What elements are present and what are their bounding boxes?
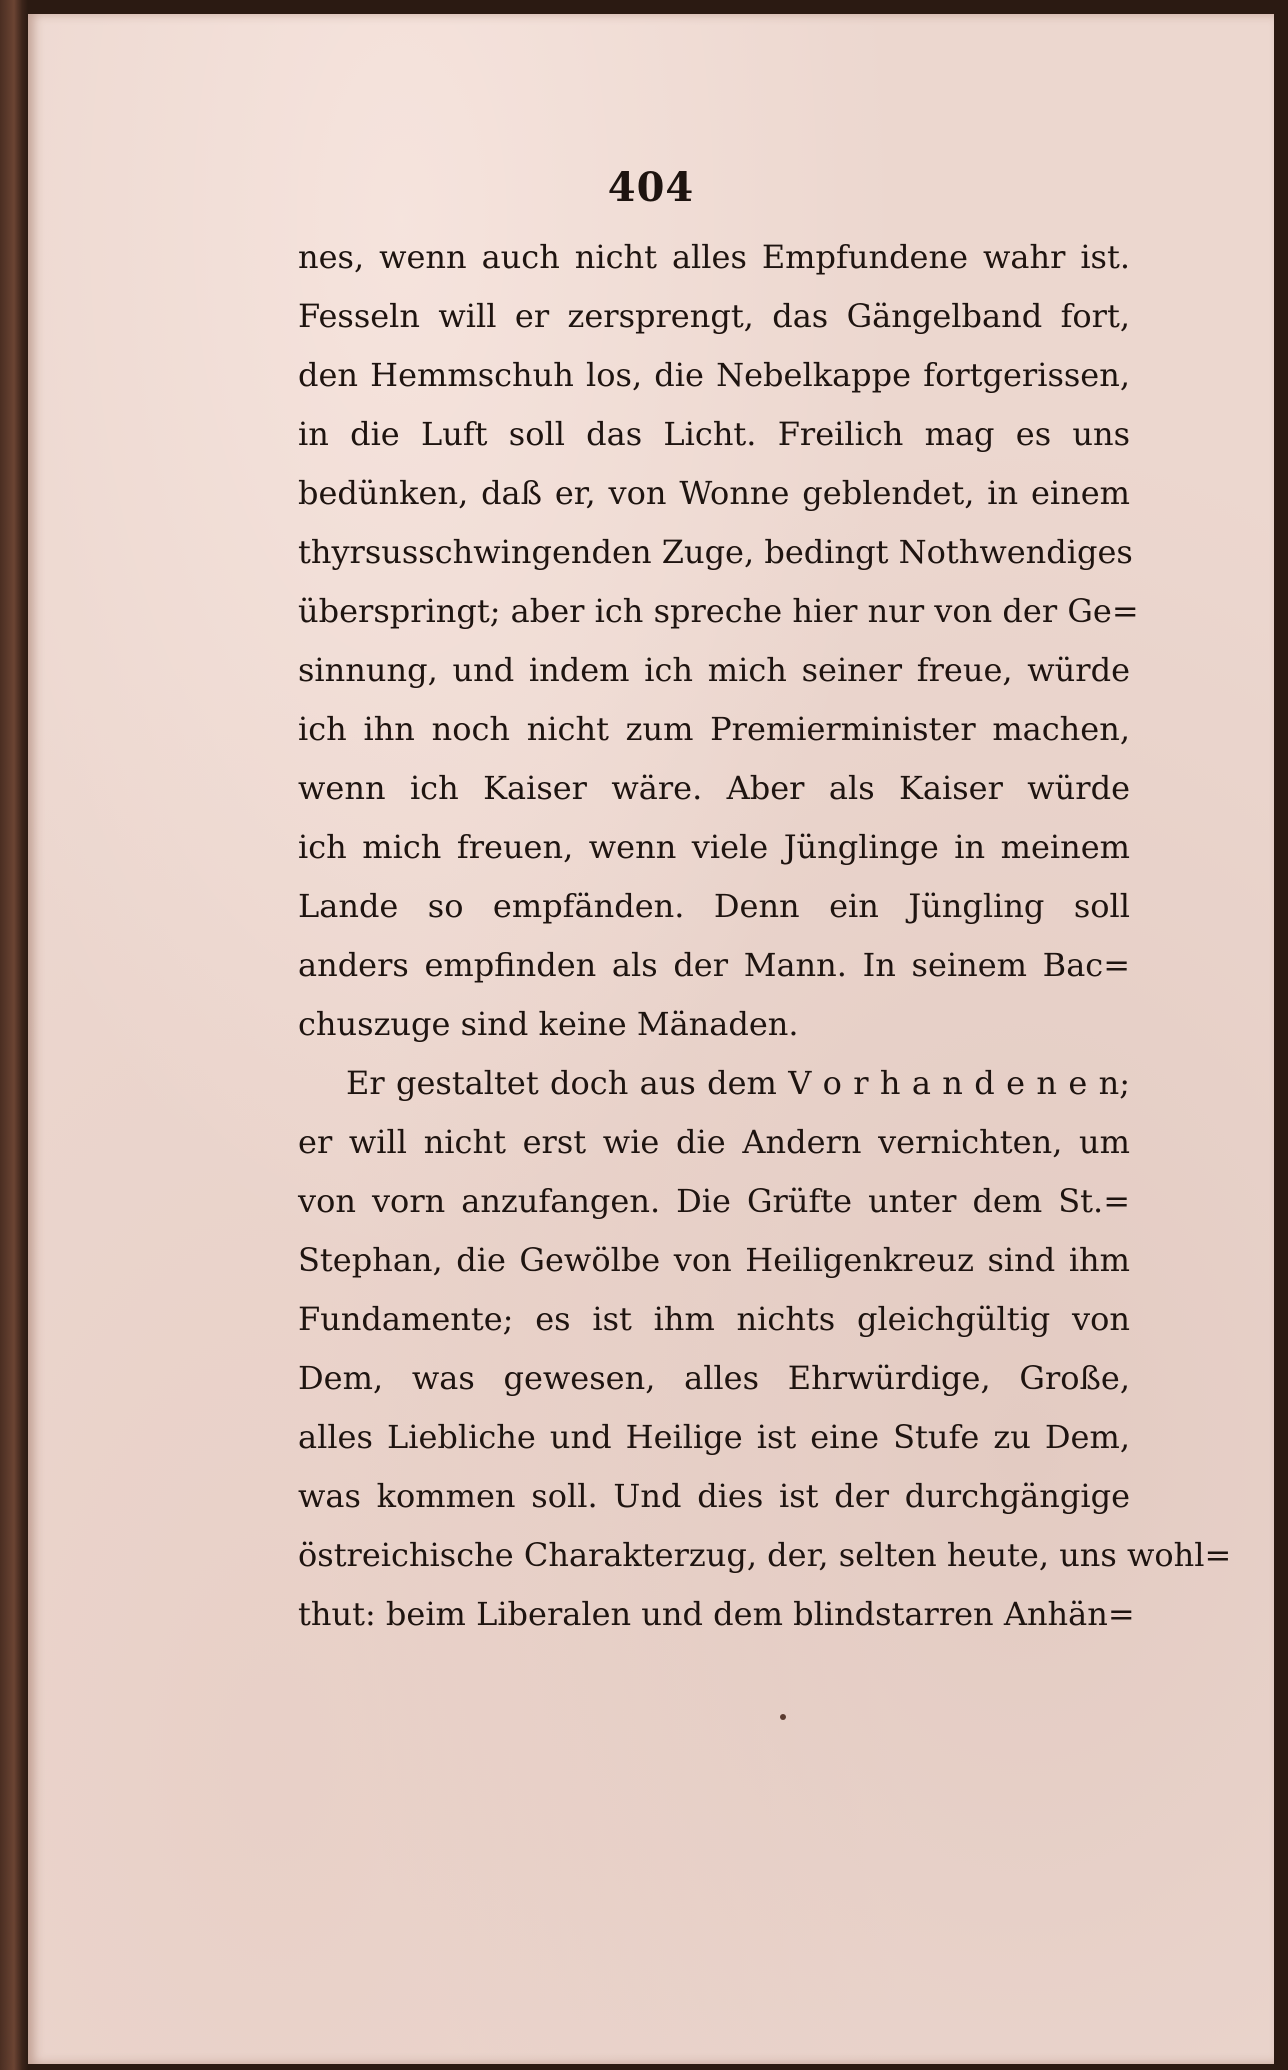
page-number: 404 [607,164,695,211]
text-line: thyrsusschwingenden Zuge, bedingt Nothwendiges [298,533,1133,571]
text-line: Stephan, die Gewölbe von Heiligenkreuz sind ihm [298,1241,1130,1279]
text-line: nes, wenn auch nicht alles Empfundene wahr ist. [298,238,1130,276]
ink-speck [780,1714,786,1720]
text-line: östreichische Charakterzug, der, selten heute, uns wohl= [298,1536,1232,1574]
text-line: ich mich freuen, wenn viele Jünglinge in meinem [298,828,1130,866]
text-line: in die Luft soll das Licht. Freilich mag es uns [298,415,1130,453]
text-line: von vorn anzufangen. Die Grüfte unter dem St.= [298,1182,1130,1220]
text-line: alles Liebliche und Heilige ist eine Stufe zu Dem, [298,1418,1130,1456]
text-line: wenn ich Kaiser wäre. Aber als Kaiser würde [298,769,1130,807]
paragraph-start-line: Er gestaltet doch aus dem V o r h a n d e n e n; [346,1064,1130,1102]
text-line: überspringt; aber ich spreche hier nur von der Ge= [298,592,1139,630]
text-line: Dem, was gewesen, alles Ehrwürdige, Große, [298,1359,1130,1397]
text-line: was kommen soll. Und dies ist der durchgängige [298,1477,1130,1515]
text-line: chuszuge sind keine Mänaden. [298,1005,799,1043]
text-line: den Hemmschuh los, die Nebelkappe fortgerissen, [298,356,1130,394]
text-line: Fesseln will er zersprengt, das Gängelband fort, [298,297,1130,335]
text-line: Lande so empfänden. Denn ein Jüngling soll [298,887,1130,925]
text-line: sinnung, und indem ich mich seiner freue, würde [298,651,1130,689]
text-line: thut: beim Liberalen und dem blindstarren Anhän= [298,1595,1135,1633]
text-line: ich ihn noch nicht zum Premierminister machen, [298,710,1130,748]
text-line: bedünken, daß er, von Wonne geblendet, in einem [298,474,1130,512]
text-line: Fundamente; es ist ihm nichts gleichgültig von [298,1300,1130,1338]
body-text [298,228,1232,1644]
text-line: anders empfinden als der Mann. In seinem Bac= [298,946,1130,984]
text-line: er will nicht erst wie die Andern vernichten, um [298,1123,1130,1161]
